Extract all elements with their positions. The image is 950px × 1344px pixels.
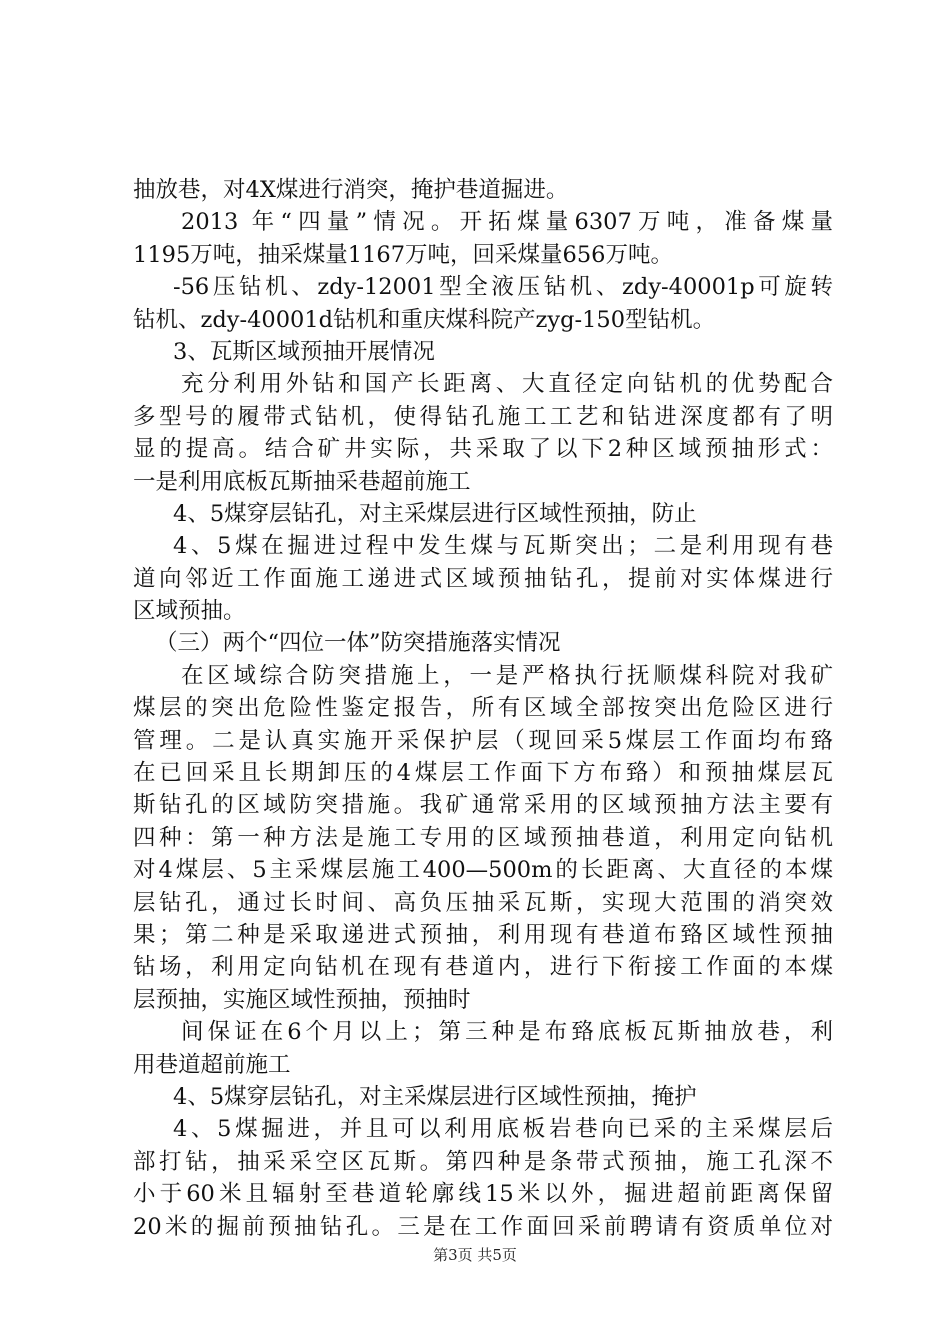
text-line: 部打钻，抽采采空区瓦斯。第四种是条带式预抽，施工孔深不 (133, 1148, 833, 1175)
text-line: 果；第二种是采取递进式预抽，利用现有巷道布臵区域性预抽 (133, 921, 833, 948)
text-line: 在区域综合防突措施上，一是严格执行抚顺煤科院对我矿 (181, 662, 833, 689)
text-line: 层钻孔，通过长时间、高负压抽采瓦斯，实现大范围的消突效 (133, 889, 833, 916)
text-line: 抽放巷，对4X煤进行消突，掩护巷道掘进。 (133, 177, 569, 203)
text-line: 一是利用底板瓦斯抽采巷超前施工 (133, 468, 471, 495)
page-footer (0, 1245, 950, 1265)
text-line: 充分利用外钻和国产长距离、大直径定向钻机的优势配合 (181, 371, 833, 398)
text-line: 在已回采且长期卸压的4煤层工作面下方布臵）和预抽煤层瓦 (133, 760, 833, 787)
text-line: 4、5煤在掘进过程中发生煤与瓦斯突出；二是利用现有巷 (173, 533, 833, 560)
text-line: 层预抽，实施区域性预抽，预抽时 (133, 986, 471, 1013)
text-line: 20米的掘前预抽钻孔。三是在工作面回采前聘请有资质单位对 (133, 1213, 833, 1240)
text-line: 4、5煤穿层钻孔，对主采煤层进行区域性预抽，掩护 (173, 1083, 697, 1110)
text-line: 1195万吨，抽采煤量1167万吨，回采煤量656万吨。 (133, 241, 673, 268)
text-line: 小于60米且辐射至巷道轮廓线15米以外，掘进超前距离保留 (133, 1181, 833, 1208)
page-indicator: 第3页 共5页 (433, 1246, 517, 1264)
section-heading: （三）两个“四位一体”防突措施落实情况 (155, 630, 561, 657)
text-line: 4、5煤穿层钻孔，对主采煤层进行区域性预抽，防止 (173, 500, 697, 527)
text-line: 道向邻近工作面施工递进式区域预抽钻孔，提前对实体煤进行 (133, 565, 833, 592)
text-line: 斯钻孔的区域防突措施。我矿通常采用的区域预抽方法主要有 (133, 792, 833, 819)
section-heading: 3、瓦斯区域预抽开展情况 (173, 338, 435, 365)
text-line: 2013 年“四量”情况。开拓煤量6307万吨，准备煤量 (181, 209, 833, 236)
text-line: -56压钻机、zdy-12001型全液压钻机、zdy-40001p可旋转 (173, 274, 833, 301)
text-line: 四种：第一种方法是施工专用的区域预抽巷道，利用定向钻机 (133, 824, 833, 851)
text-line: 对4煤层、5主采煤层施工400—500m的长距离、大直径的本煤 (133, 857, 833, 884)
text-line: 显的提高。结合矿井实际，共采取了以下2种区域预抽形式： (133, 436, 833, 463)
text-line: 煤层的突出危险性鉴定报告，所有区域全部按突出危险区进行 (133, 695, 833, 722)
text-line: 钻场，利用定向钻机在现有巷道内，进行下衔接工作面的本煤 (133, 954, 833, 981)
text-line: 间保证在6个月以上；第三种是布臵底板瓦斯抽放巷，利 (181, 1019, 833, 1046)
text-line: 区域预抽。 (133, 598, 246, 625)
text-line: 多型号的履带式钻机，使得钻孔施工工艺和钻进深度都有了明 (133, 403, 833, 430)
text-line: 用巷道超前施工 (133, 1051, 291, 1078)
text-line: 钻机、zdy-40001d钻机和重庆煤科院产zyg-150型钻机。 (133, 306, 716, 333)
text-line: 管理。二是认真实施开采保护层（现回采5煤层工作面均布臵 (133, 727, 833, 754)
text-line: 4、5煤掘进，并且可以利用底板岩巷向已采的主采煤层后 (173, 1116, 833, 1143)
body-text (133, 174, 833, 1243)
